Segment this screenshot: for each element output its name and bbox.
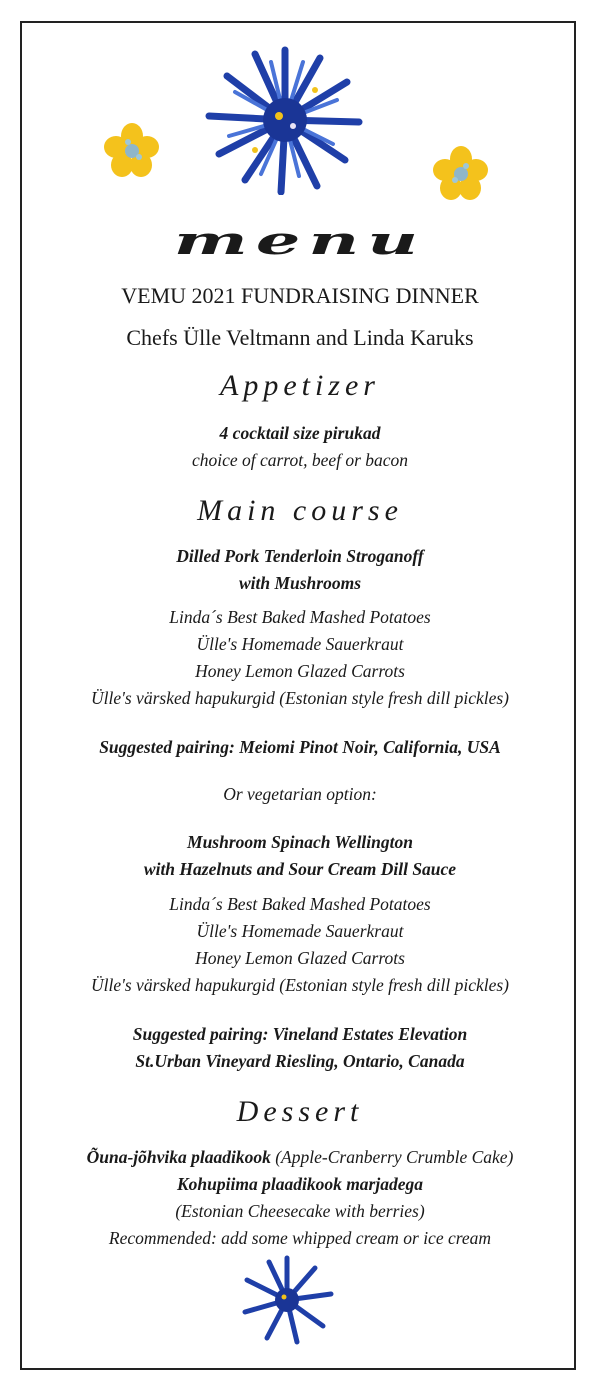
event-title: VEMU 2021 FUNDRAISING DINNER <box>121 283 479 308</box>
side-dish: Ülle's Homemade Sauerkraut <box>196 921 404 941</box>
appetizer-item: 4 cocktail size pirukad <box>219 423 381 443</box>
blue-flower-icon <box>205 45 365 195</box>
side-dish: Honey Lemon Glazed Carrots <box>195 661 405 681</box>
side-dish: Honey Lemon Glazed Carrots <box>195 948 405 968</box>
vegetarian-option-label: Or vegetarian option: <box>223 784 377 804</box>
side-dish: Ülle's värsked hapukurgid (Estonian style fresh dill pickles) <box>91 975 509 995</box>
dessert-item-translation: (Apple-Cranberry Crumble Cake) <box>270 1147 514 1167</box>
yellow-flower-icon <box>102 122 162 180</box>
side-dish: Linda´s Best Baked Mashed Potatoes <box>169 607 431 627</box>
dessert-recommendation: Recommended: add some whipped cream or ice cream <box>108 1228 492 1248</box>
side-dish: Linda´s Best Baked Mashed Potatoes <box>169 894 431 914</box>
chefs-line: Chefs Ülle Veltmann and Linda Karuks <box>126 325 474 350</box>
wine-pairing: St.Urban Vineyard Riesling, Ontario, Canada <box>135 1051 465 1071</box>
dessert-item <box>0 1144 600 1171</box>
dish-name: with Hazelnuts and Sour Cream Dill Sauce <box>143 859 457 879</box>
yellow-flower-icon <box>431 145 491 203</box>
dish-name: Dilled Pork Tenderloin Stroganoff <box>176 546 424 566</box>
appetizer-heading: Appetizer <box>220 369 380 402</box>
wine-pairing: Suggested pairing: Meiomi Pinot Noir, California, USA <box>99 737 501 757</box>
wine-pairing: Suggested pairing: Vineland Estates Elevation <box>132 1024 468 1044</box>
dessert-note: (Estonian Cheesecake with berries) <box>175 1201 425 1221</box>
side-dish: Ülle's Homemade Sauerkraut <box>196 634 404 654</box>
menu-title: menu <box>173 217 427 264</box>
appetizer-note: choice of carrot, beef or bacon <box>191 450 409 470</box>
dish-name: with Mushrooms <box>238 573 362 593</box>
dish-name: Mushroom Spinach Wellington <box>187 832 413 852</box>
dessert-item: Kohupiima plaadikook marjadega <box>177 1174 423 1194</box>
main-course-heading: Main course <box>197 494 403 527</box>
blue-flower-icon <box>240 1255 334 1345</box>
side-dish: Ülle's värsked hapukurgid (Estonian style fresh dill pickles) <box>91 688 509 708</box>
dessert-item-name: Õuna-jõhvika plaadikook <box>86 1147 271 1167</box>
dessert-heading: Dessert <box>236 1095 364 1128</box>
